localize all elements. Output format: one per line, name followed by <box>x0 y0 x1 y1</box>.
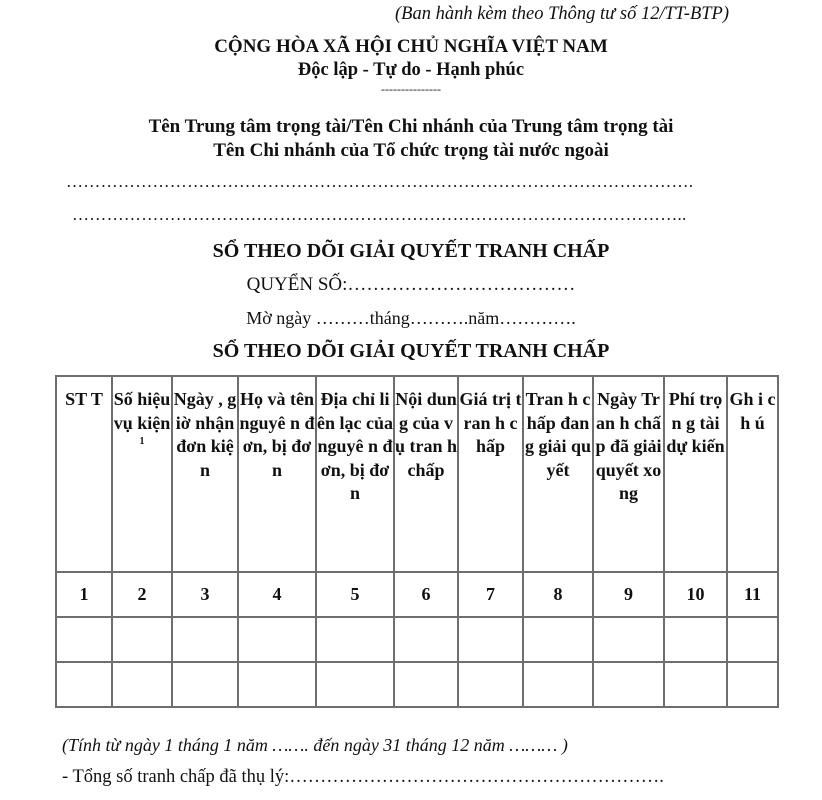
national-motto: Độc lập - Tự do - Hạnh phúc <box>297 60 525 80</box>
table-cell <box>316 662 394 707</box>
table-cell <box>664 617 727 662</box>
table-cell <box>394 662 458 707</box>
header-separator: --------------- <box>381 82 441 96</box>
dispute-ledger-table <box>55 375 779 708</box>
table-row <box>56 617 778 662</box>
column-number: 6 <box>394 572 458 617</box>
table-cell <box>523 617 593 662</box>
column-number-row <box>56 572 778 617</box>
table-cell <box>172 617 238 662</box>
table-cell <box>238 662 316 707</box>
table-row <box>56 662 778 707</box>
header-dispute-in-progress: Tran h chấp đang giải quyết <box>523 376 593 572</box>
column-number: 8 <box>523 572 593 617</box>
blank-fill-line-1: ………………………………………………………………………………………………. <box>66 172 694 191</box>
column-number: 9 <box>593 572 664 617</box>
center-name-line-2: Tên Chi nhánh của Tổ chức trọng tài nước ngoài <box>213 140 609 161</box>
header-notes: Gh i ch ú <box>727 376 778 572</box>
table-title: SỔ THEO DÕI GIẢI QUYẾT TRANH CHẤP <box>212 340 610 362</box>
table-cell <box>664 662 727 707</box>
header-parties-address: Địa chỉ liên lạc của nguyê n đơn, bị đơn <box>316 376 394 572</box>
center-name-line-1: Tên Trung tâm trọng tài/Tên Chi nhánh của Trung tâm trọng tài <box>148 116 674 137</box>
period-note: (Tính từ ngày 1 tháng 1 năm ……. đến ngày 31 tháng 12 năm ……… ) <box>62 735 568 755</box>
table-cell <box>394 617 458 662</box>
table-cell <box>56 662 112 707</box>
open-date-field: Mờ ngày ………tháng……….năm…………. <box>246 308 576 328</box>
column-number: 4 <box>238 572 316 617</box>
table-cell <box>523 662 593 707</box>
table-header-row <box>56 376 778 572</box>
header-dispute-value: Giá trị tran h chấp <box>458 376 523 572</box>
column-number: 1 <box>56 572 112 617</box>
footnote-marker: 1 <box>139 436 145 447</box>
table-cell <box>458 662 523 707</box>
column-number: 5 <box>316 572 394 617</box>
header-estimated-fee: Phí trọn g tài dự kiến <box>664 376 727 572</box>
table-cell <box>593 617 664 662</box>
ledger-title: SỔ THEO DÕI GIẢI QUYẾT TRANH CHẤP <box>212 240 610 262</box>
issuance-note: (Ban hành kèm theo Thông tư số 12/TT-BTP) <box>395 4 729 24</box>
table-cell <box>172 662 238 707</box>
table-cell <box>56 617 112 662</box>
header-received-date: Ngày , giờ nhận đơn kiện <box>172 376 238 572</box>
table-cell <box>727 617 778 662</box>
column-number: 3 <box>172 572 238 617</box>
national-title: CỘNG HÒA XÃ HỘI CHỦ NGHĨA VIỆT NAM <box>214 36 608 57</box>
table-cell <box>458 617 523 662</box>
total-disputes-field: - Tổng số tranh chấp đã thụ lý:……………………………………………………. <box>62 767 664 787</box>
header-resolved-date: Ngày Tran h chấp đã giải quyết xong <box>593 376 664 572</box>
column-number: 7 <box>458 572 523 617</box>
table-cell <box>238 617 316 662</box>
header-stt: ST T <box>56 376 112 572</box>
header-case-number: Số hiệu vụ kiện 1 <box>112 376 172 572</box>
book-number-field: QUYỂN SỐ:……………………………… <box>246 274 576 295</box>
table-cell <box>593 662 664 707</box>
column-number: 2 <box>112 572 172 617</box>
table-cell <box>112 617 172 662</box>
table-cell <box>316 617 394 662</box>
table-cell <box>112 662 172 707</box>
header-dispute-content: Nội dung của vụ tran h chấp <box>394 376 458 572</box>
column-number: 10 <box>664 572 727 617</box>
header-parties-name: Họ và tên nguyê n đơn, bị đơn <box>238 376 316 572</box>
table-cell <box>727 662 778 707</box>
blank-fill-line-2: …………………………………………………………………………………………….. <box>72 205 687 224</box>
column-number: 11 <box>727 572 778 617</box>
